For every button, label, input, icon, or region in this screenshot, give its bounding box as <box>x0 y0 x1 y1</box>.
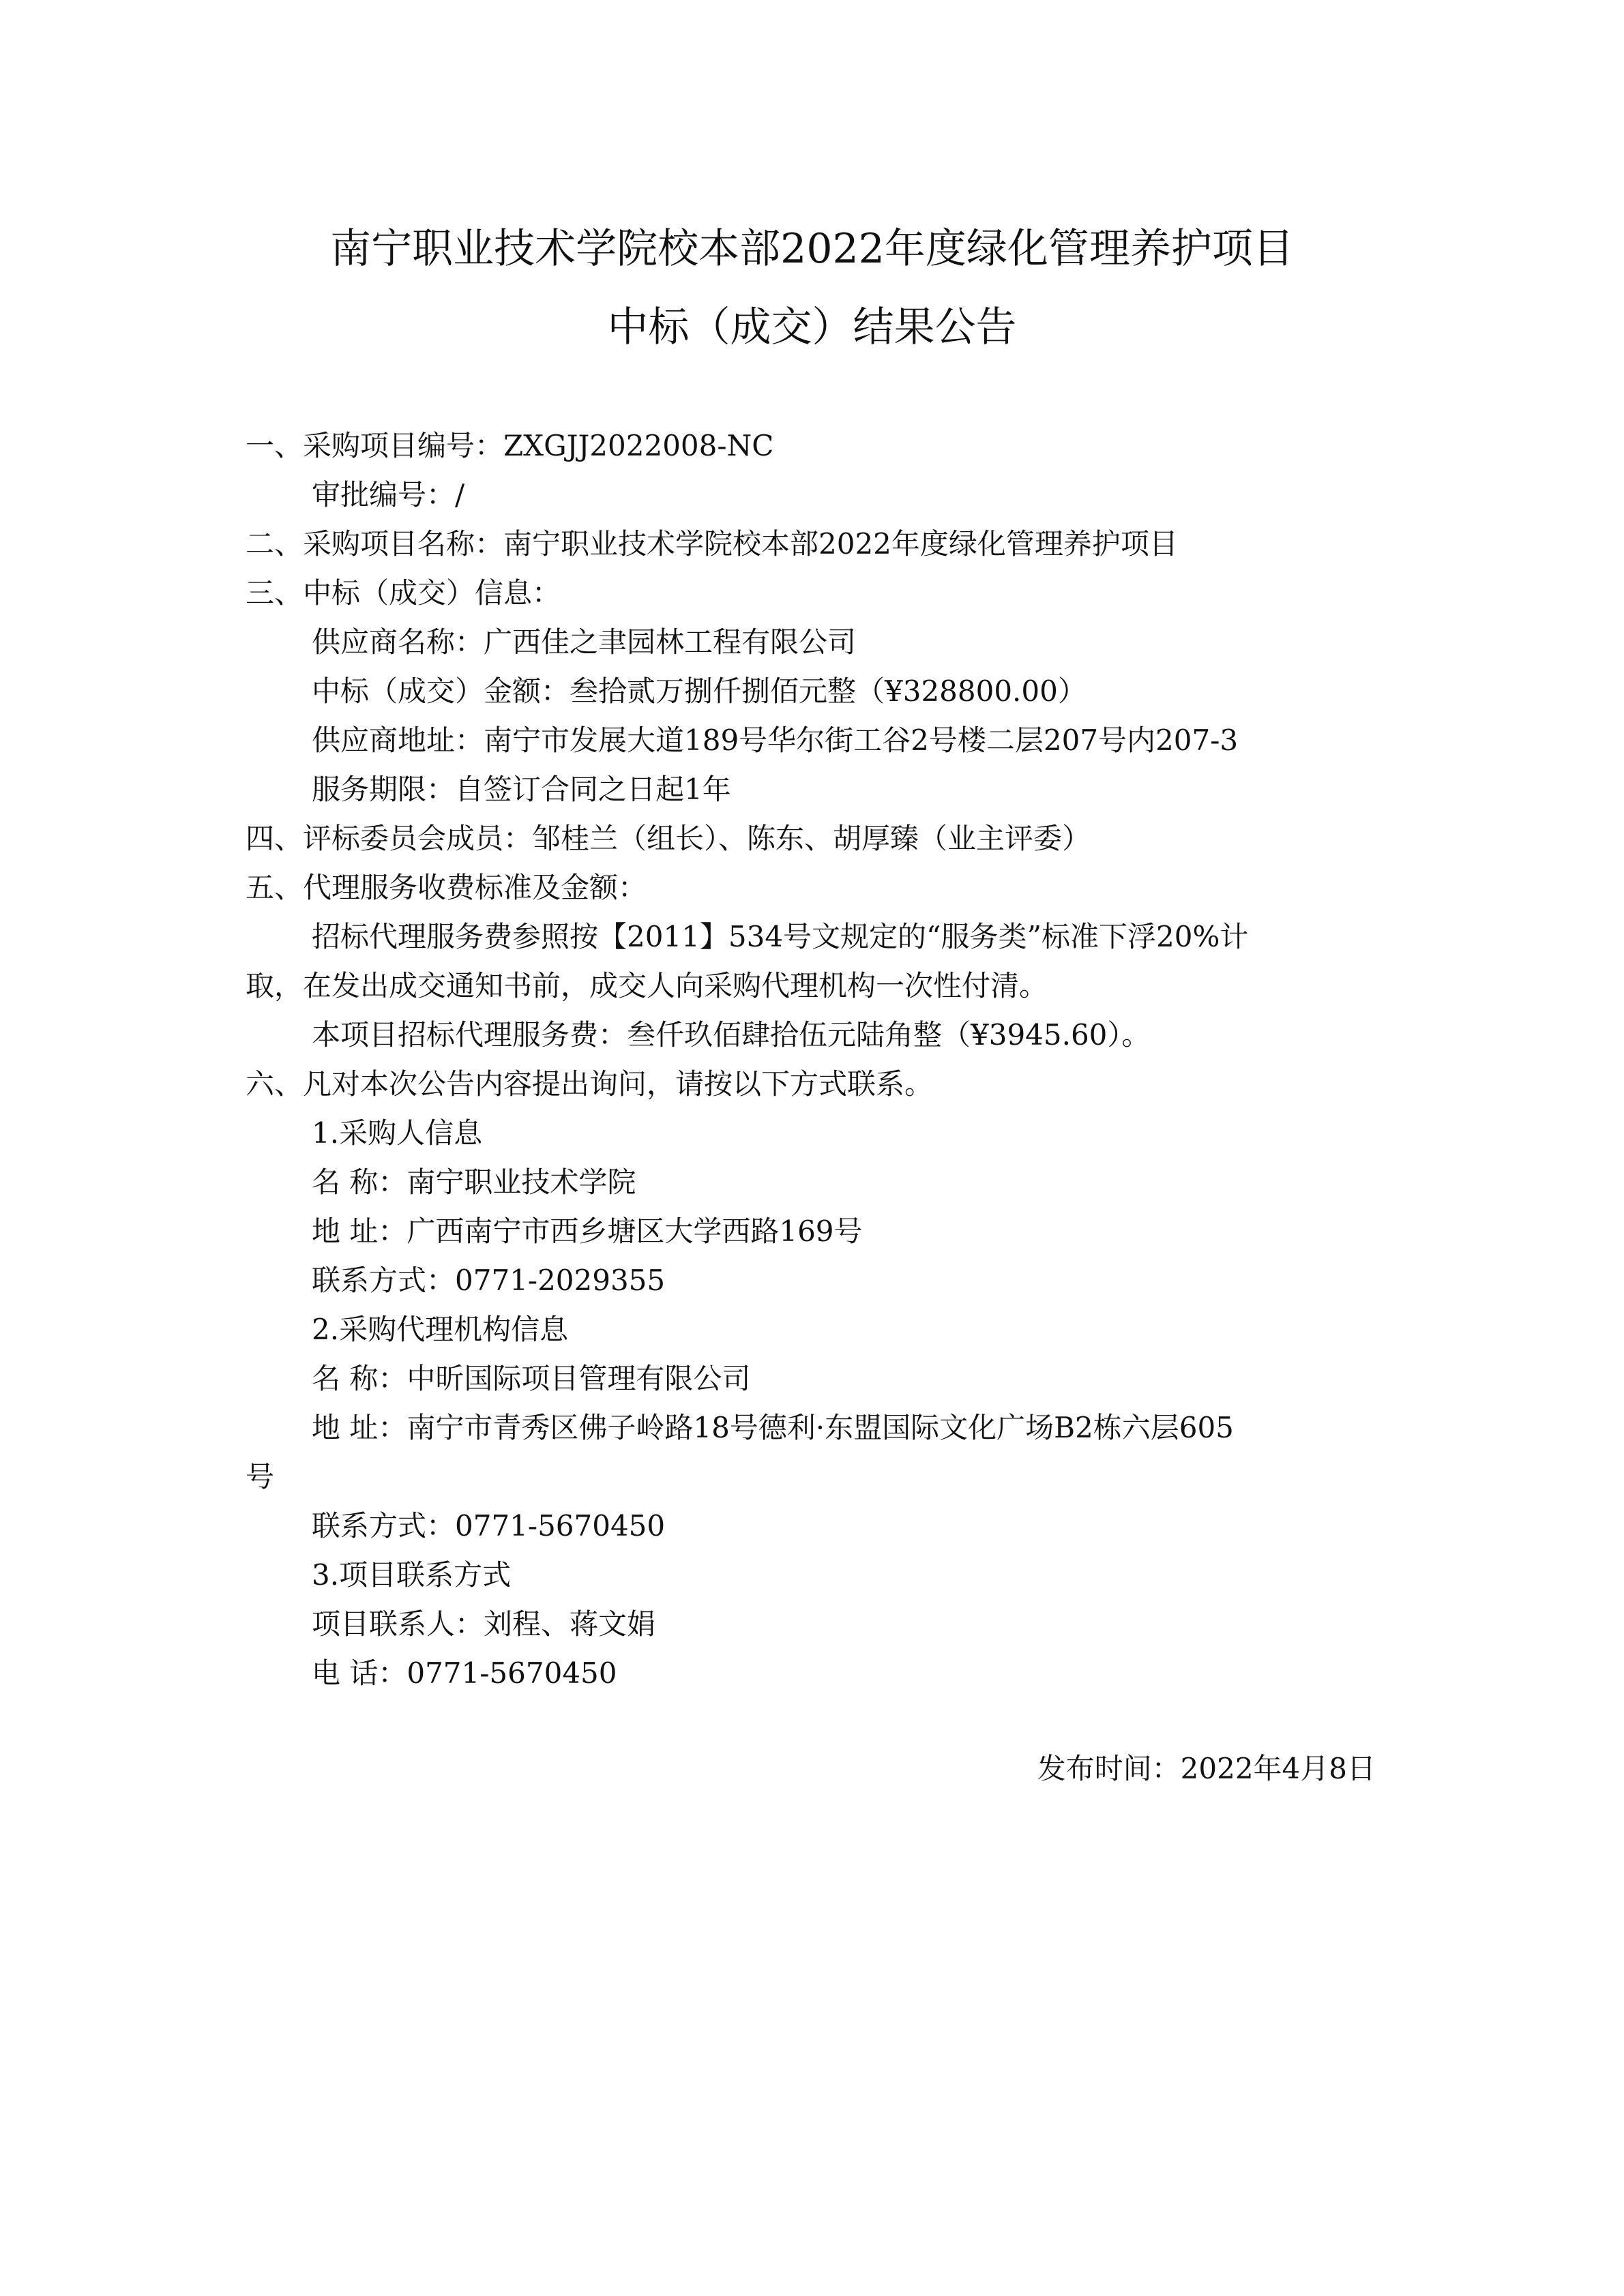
agency-fee-paragraph-line-2: 取，在发出成交通知书前，成交人向采购代理机构一次性付清。 <box>246 969 1048 1002</box>
agency-phone-line: 联系方式：0771-5670450 <box>312 1509 666 1542</box>
project-contact-heading: 3.项目联系方式 <box>312 1558 512 1592</box>
committee-members-line: 四、评标委员会成员：邹桂兰（组长）、陈东、胡厚臻（业主评委） <box>246 822 1091 855</box>
agency-name-line: 名 称：中昕国际项目管理有限公司 <box>312 1362 751 1395</box>
project-contact-person-line: 项目联系人：刘程、蒋文娟 <box>312 1607 656 1641</box>
agency-fee-amount-line: 本项目招标代理服务费：叁仟玖佰肆拾伍元陆角整（¥3945.60）。 <box>312 1018 1151 1052</box>
agency-address-line: 地 址：南宁市青秀区佛子岭路18号德利·东盟国际文化广场B2栋六层605 <box>312 1411 1234 1444</box>
award-info-heading: 三、中标（成交）信息： <box>246 576 561 610</box>
project-contact-phone-line: 电 话：0771-5670450 <box>312 1656 617 1690</box>
purchaser-phone-line: 联系方式：0771-2029355 <box>312 1264 666 1297</box>
supplier-name-line: 供应商名称：广西佳之聿园林工程有限公司 <box>312 625 857 659</box>
agency-fee-heading: 五、代理服务收费标准及金额： <box>246 871 647 904</box>
agency-fee-paragraph-line-1: 招标代理服务费参照按【2011】534号文规定的“服务类”标准下浮20%计 <box>312 920 1249 953</box>
award-amount-line: 中标（成交）金额：叁拾贰万捌仟捌佰元整（¥328800.00） <box>312 674 1087 708</box>
purchaser-info-heading: 1.采购人信息 <box>312 1116 483 1150</box>
purchaser-address-line: 地 址：广西南宁市西乡塘区大学西路169号 <box>312 1214 863 1248</box>
agency-info-heading: 2.采购代理机构信息 <box>312 1313 569 1346</box>
service-period-line: 服务期限：自签订合同之日起1年 <box>312 773 731 806</box>
project-name-line: 二、采购项目名称：南宁职业技术学院校本部2022年度绿化管理养护项目 <box>246 527 1178 561</box>
publish-date: 发布时间：2022年4月8日 <box>1037 1752 1376 1785</box>
document-body <box>246 421 1378 1698</box>
agency-address-continuation: 号 <box>246 1460 275 1493</box>
supplier-address-line: 供应商地址：南宁市发展大道189号华尔街工谷2号楼二层207号内207-3 <box>312 724 1239 757</box>
procurement-number-line: 一、采购项目编号：ZXGJJ2022008-NC <box>246 429 774 462</box>
document-title-line-2: 中标（成交）结果公告 <box>607 303 1017 351</box>
purchaser-name-line: 名 称：南宁职业技术学院 <box>312 1165 636 1199</box>
contact-heading: 六、凡对本次公告内容提出询问，请按以下方式联系。 <box>246 1067 934 1101</box>
approval-number-line: 审批编号：/ <box>312 478 465 511</box>
document-title-line-1: 南宁职业技术学院校本部2022年度绿化管理养护项目 <box>330 225 1294 273</box>
